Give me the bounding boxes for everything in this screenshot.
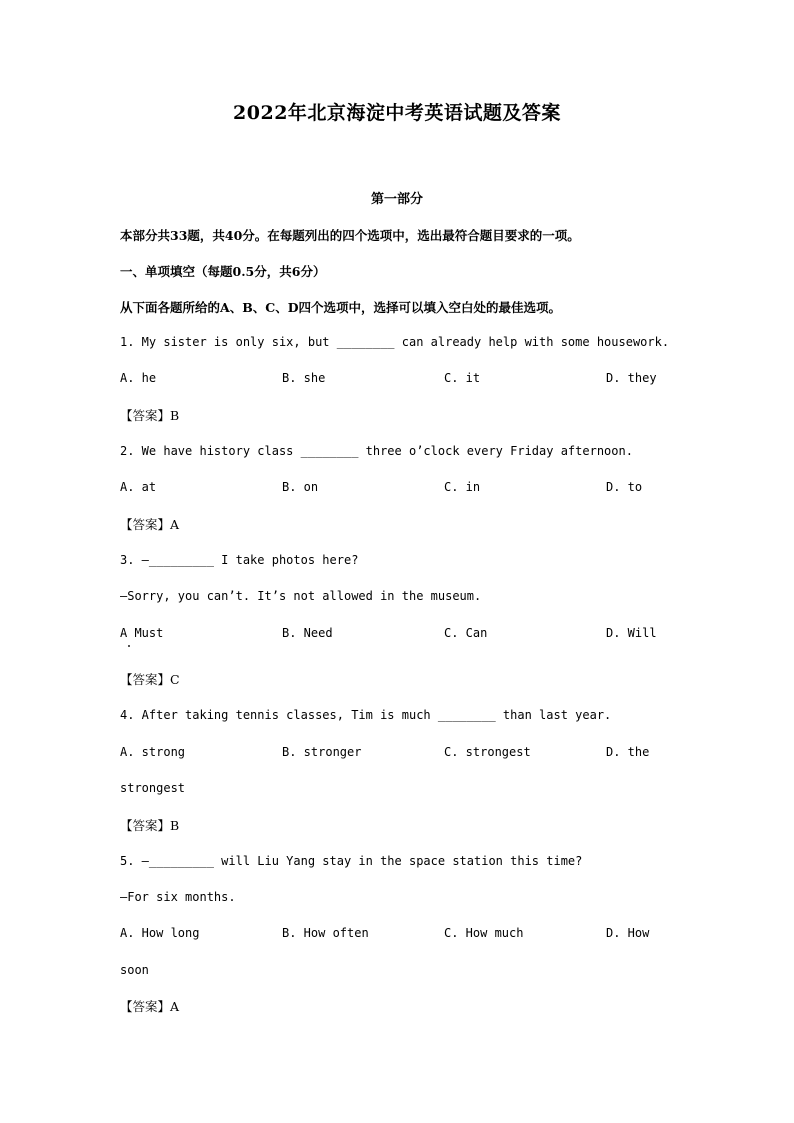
option-a: A. How long: [120, 926, 200, 940]
option-c: C. How much: [444, 926, 524, 940]
part-heading: 第一部分: [370, 192, 423, 207]
question-5-options: [120, 926, 680, 944]
option-c: C. in: [444, 480, 481, 494]
option-d: D. How: [606, 926, 650, 940]
option-a: A. at: [120, 480, 157, 494]
question-4-options: [120, 745, 680, 763]
option-b: B. on: [282, 480, 319, 494]
question-4-answer: 【答案】B: [120, 818, 180, 833]
section-instruction: 从下面各题所给的A、B、C、D四个选项中，选择可以填入空白处的最佳选项。: [120, 300, 562, 315]
question-2-answer: 【答案】A: [120, 517, 180, 532]
option-b: B. How often: [282, 926, 369, 940]
question-5-answer: 【答案】A: [120, 999, 180, 1014]
option-a: A. he: [120, 371, 157, 385]
option-b: B. Need: [282, 626, 333, 640]
option-c: C. Can: [444, 626, 488, 640]
option-a: A. strong: [120, 745, 186, 759]
question-5-option-wrap: soon: [120, 963, 149, 977]
question-5-reply: —For six months.: [120, 890, 236, 904]
question-1-answer: 【答案】B: [120, 408, 180, 423]
section-heading: 一、单项填空（每题0.5分，共6分）: [120, 264, 326, 279]
document-title: 2022年北京海淀中考英语试题及答案: [233, 102, 561, 124]
stray-mark: [128, 645, 130, 647]
option-c: C. it: [444, 371, 481, 385]
option-d: D. Will: [606, 626, 657, 640]
question-4-option-wrap: strongest: [120, 781, 186, 795]
question-1-stem: 1. My sister is only six, but ________ can already help with some housework.: [120, 335, 670, 349]
option-c: C. strongest: [444, 745, 531, 759]
option-b: B. stronger: [282, 745, 362, 759]
part-intro: 本部分共33题，共40分。在每题列出的四个选项中，选出最符合题目要求的一项。: [120, 228, 580, 243]
question-2-options: [120, 480, 680, 498]
question-4-stem: 4. After taking tennis classes, Tim is much ________ than last year.: [120, 708, 612, 722]
option-b: B. she: [282, 371, 326, 385]
question-5-stem: 5. —_________ will Liu Yang stay in the space station this time?: [120, 854, 583, 868]
option-d: D. the: [606, 745, 650, 759]
option-d: D. they: [606, 371, 657, 385]
question-3-options: [120, 626, 680, 644]
question-3-stem: 3. —_________ I take photos here?: [120, 553, 359, 567]
question-2-stem: 2. We have history class ________ three o’clock every Friday afternoon.: [120, 444, 633, 458]
question-1-options: [120, 371, 680, 389]
question-3-answer: 【答案】C: [120, 672, 180, 687]
option-a: A Must: [120, 626, 164, 640]
question-3-reply: —Sorry, you can’t. It’s not allowed in the museum.: [120, 589, 482, 603]
option-d: D. to: [606, 480, 643, 494]
